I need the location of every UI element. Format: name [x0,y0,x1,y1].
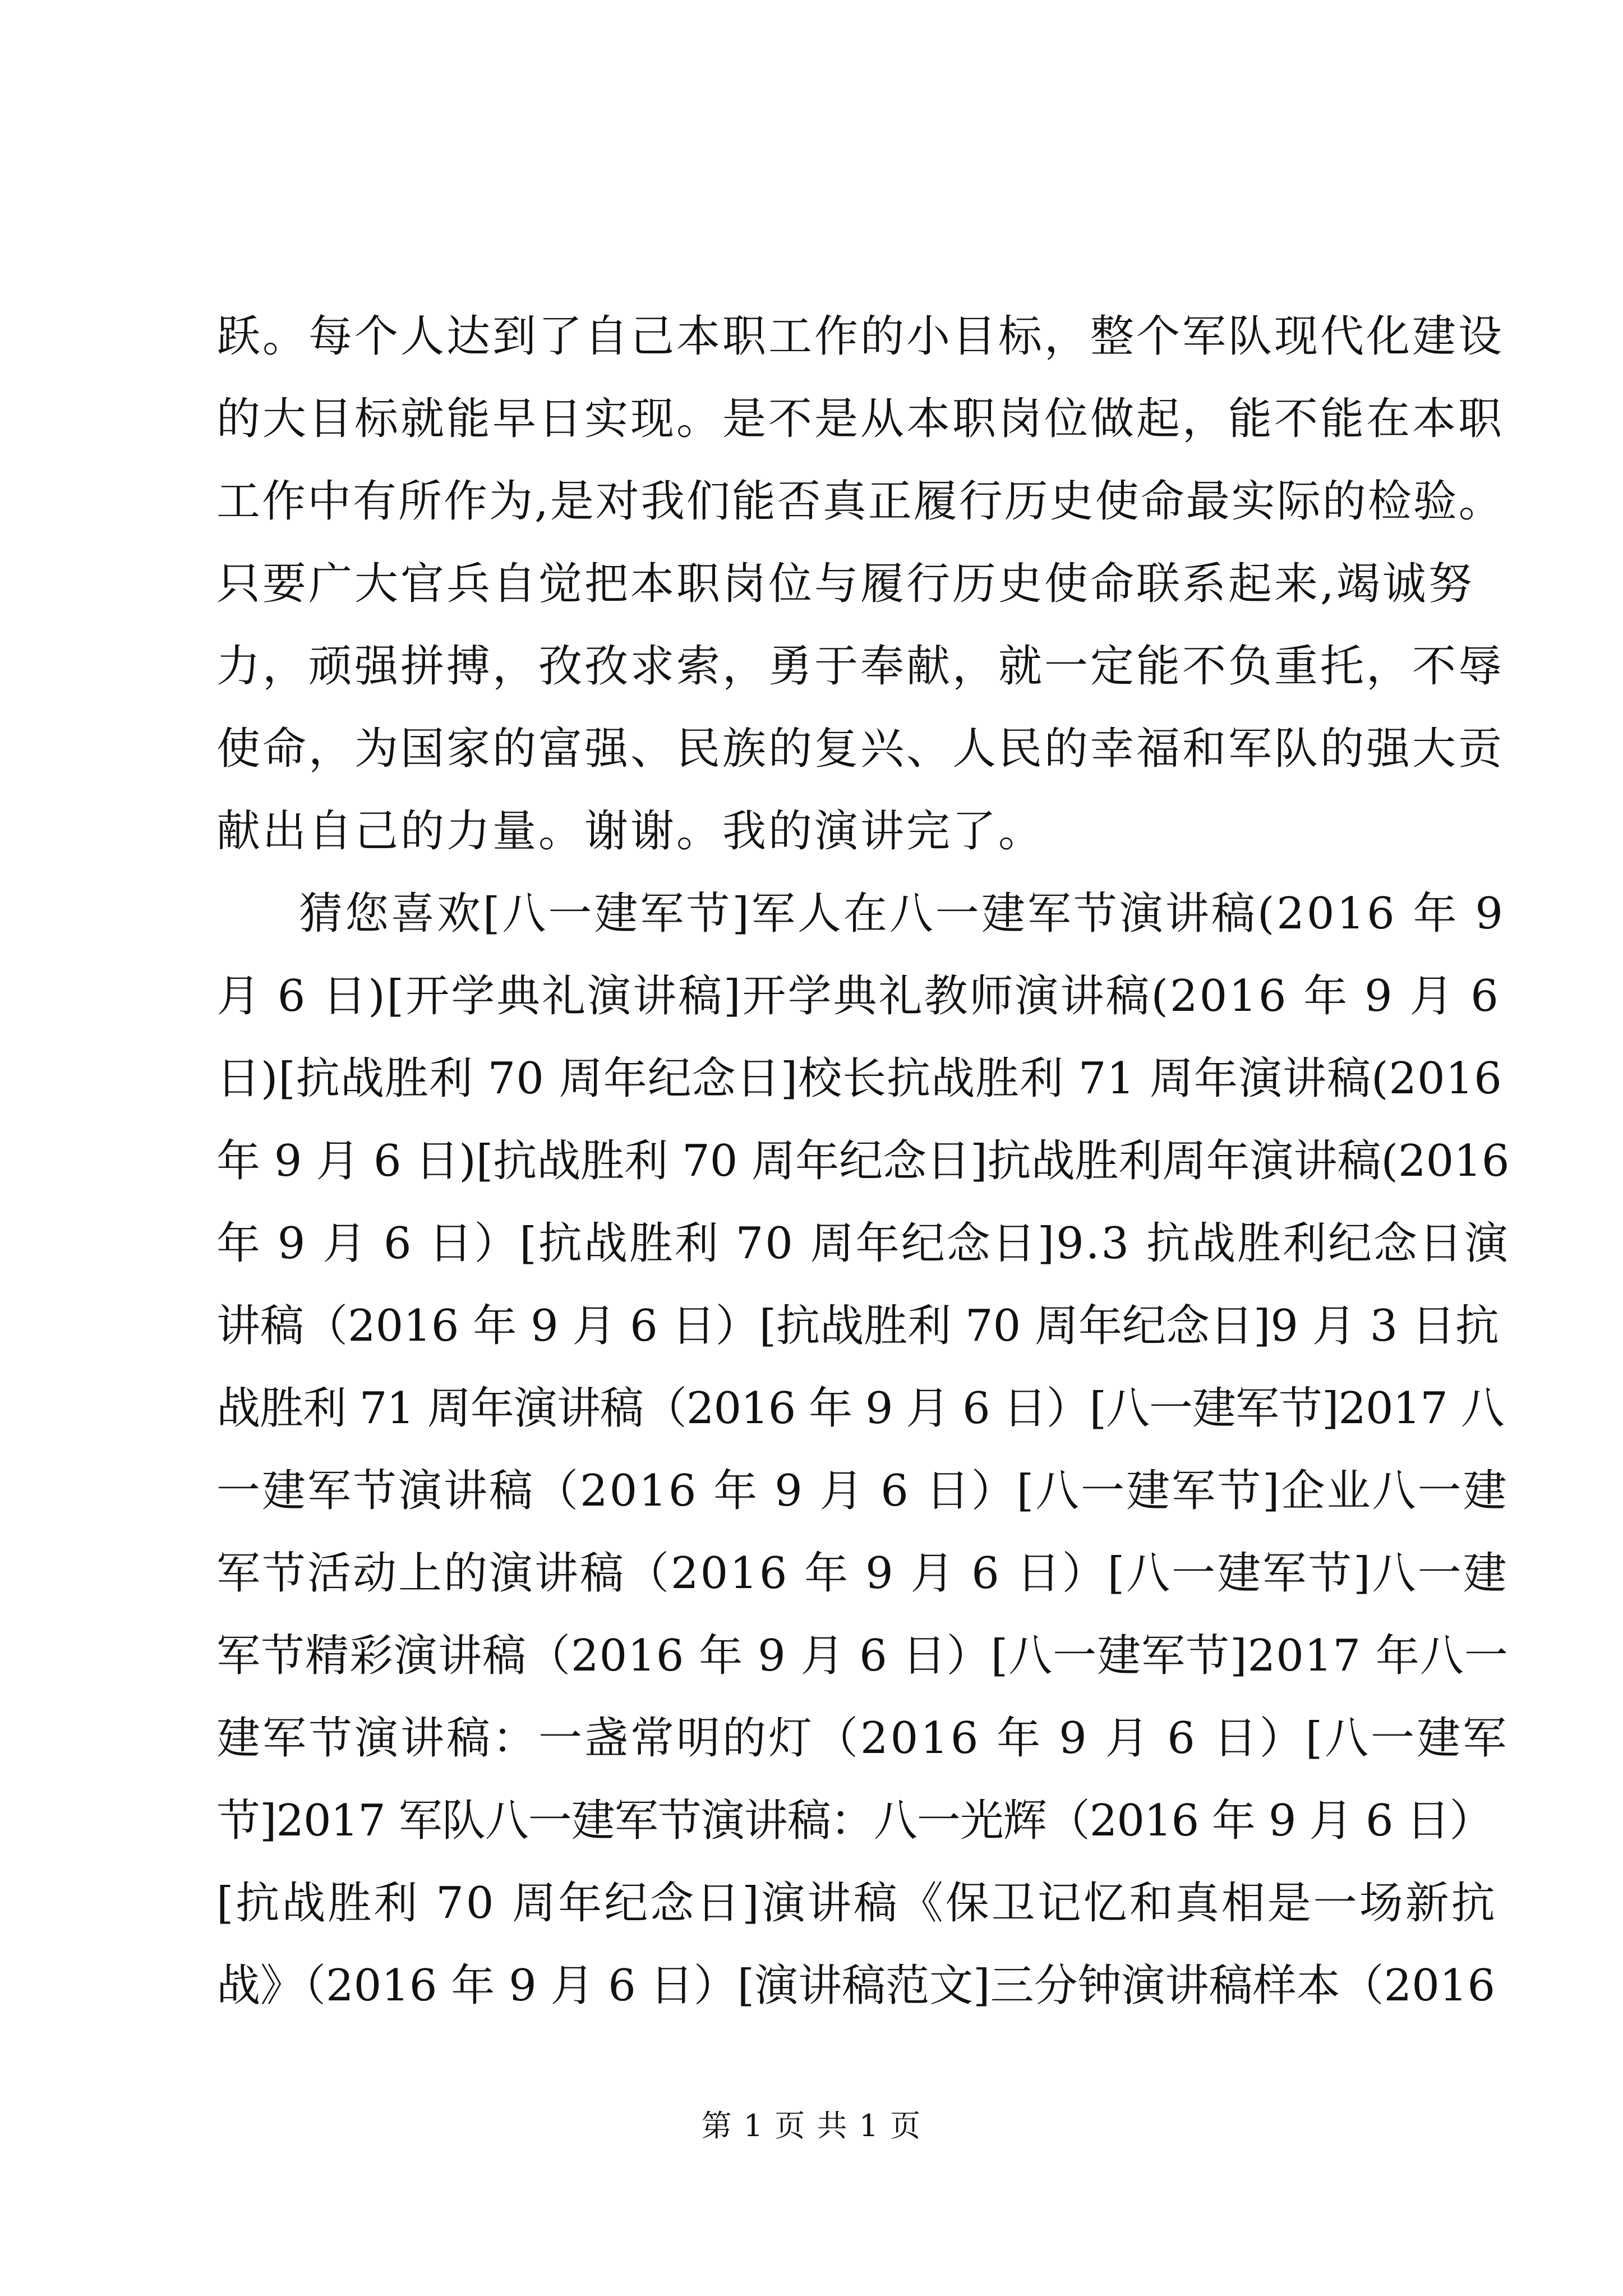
body-text-line: 月 6 日)[开学典礼演讲稿]开学典礼教师演讲稿(2016 年 9 月 6 [216,971,1500,1022]
body-text-line: 只要广大官兵自觉把本职岗位与履行历史使命联系起来,竭诚努 [216,559,1474,609]
body-text-line: 猜您喜欢[八一建军节]军人在八一建军节演讲稿(2016 年 9 [299,889,1506,939]
body-text-line: 的大目标就能早日实现。是不是从本职岗位做起，能不能在本职 [216,394,1505,444]
body-text-line: 工作中有所作为,是对我们能否真正履行历史使命最实际的检验。 [216,476,1504,527]
body-text-line: 军节精彩演讲稿（2016 年 9 月 6 日）[八一建军节]2017 年八一 [216,1631,1509,1681]
body-text-line: 一建军节演讲稿（2016 年 9 月 6 日）[八一建军节]企业八一建 [216,1466,1509,1516]
body-text-line: 节]2017 军队八一建军节演讲稿：八一光辉（2016 年 9 月 6 日） [216,1796,1493,1846]
body-text-line: 日)[抗战胜利 70 周年纪念日]校长抗战胜利 71 周年演讲稿(2016 [216,1053,1502,1104]
body-text-line: 使命，为国家的富强、民族的复兴、人民的幸福和军队的强大贡 [216,724,1505,774]
body-text-line: 年 9 月 6 日）[抗战胜利 70 周年纪念日]9.3 抗战胜利纪念日演 [216,1218,1510,1269]
body-text-line: 战》（2016 年 9 月 6 日）[演讲稿范文]三分钟演讲稿样本（2016 [216,1961,1496,2011]
body-text-line: 力，顽强拼搏，孜孜求索，勇于奉献，就一定能不负重托，不辱 [216,641,1505,692]
body-text-line: 献出自己的力量。谢谢。我的演讲完了。 [216,806,1045,857]
body-text-line: 跃。每个人达到了自己本职工作的小目标，整个军队现代化建设 [216,311,1505,362]
page-number-footer: 第 1 页 共 1 页 [701,2108,922,2143]
body-text-line: 讲稿（2016 年 9 月 6 日）[抗战胜利 70 周年纪念日]9 月 3 日抗 [216,1301,1500,1351]
body-text-line: 战胜利 71 周年演讲稿（2016 年 9 月 6 日）[八一建军节]2017 八 [216,1383,1504,1434]
body-text-line: 年 9 月 6 日)[抗战胜利 70 周年纪念日]抗战胜利周年演讲稿(2016 [216,1136,1510,1186]
body-text-line: 建军节演讲稿：一盏常明的灯（2016 年 9 月 6 日）[八一建军 [216,1713,1509,1764]
body-text-line: 军节活动上的演讲稿（2016 年 9 月 6 日）[八一建军节]八一建 [216,1548,1509,1599]
body-text-line: [抗战胜利 70 周年纪念日]演讲稿《保卫记忆和真相是一场新抗 [216,1878,1497,1929]
